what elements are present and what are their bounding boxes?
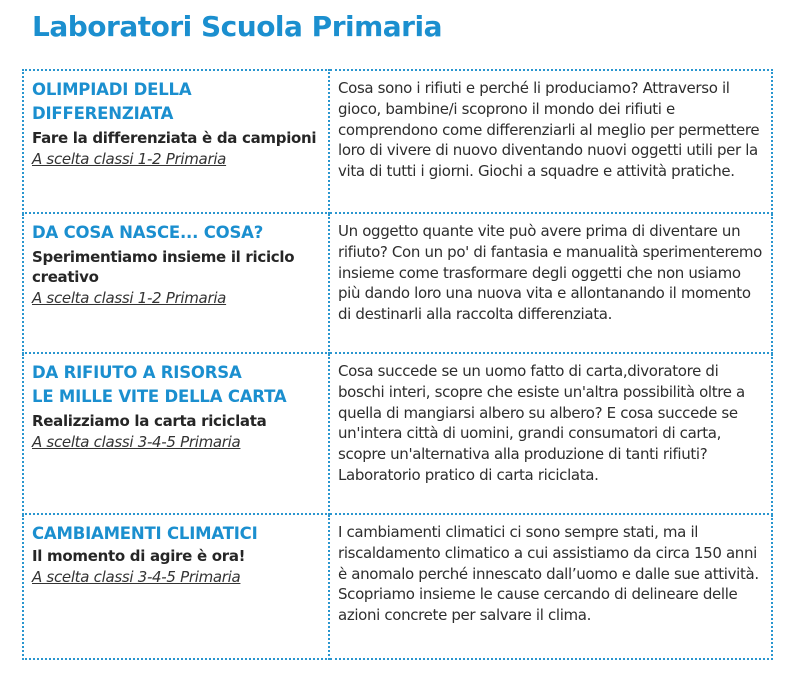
lab-title: OLIMPIADI DELLA (32, 80, 192, 99)
lab-info-cell (23, 353, 329, 514)
lab-title: CAMBIAMENTI CLIMATICI (32, 524, 258, 543)
table-row (23, 514, 772, 659)
page-title: Laboratori Scuola Primaria (32, 10, 442, 43)
lab-classes: A scelta classi 3-4-5 Primaria (32, 568, 241, 586)
lab-classes: A scelta classi 3-4-5 Primaria (32, 433, 241, 451)
lab-description-cell (329, 514, 772, 659)
lab-description-cell (329, 353, 772, 514)
lab-classes: A scelta classi 1-2 Primaria (32, 289, 227, 307)
lab-title: LE MILLE VITE DELLA CARTA (32, 387, 287, 406)
lab-description-cell (329, 70, 772, 213)
lab-subtitle: Sperimentiamo insieme il riciclo creativo (32, 248, 295, 286)
lab-classes: A scelta classi 1-2 Primaria (32, 150, 227, 168)
laboratories-table (22, 69, 773, 660)
lab-subtitle: Il momento di agire è ora! (32, 547, 246, 565)
lab-title: DA COSA NASCE... COSA? (32, 223, 264, 242)
lab-info-cell (23, 213, 329, 353)
lab-subtitle: Fare la differenziata è da campioni (32, 129, 317, 147)
lab-description: Un oggetto quante vite può avere prima di diventare un rifiuto? Con un po' di fantasia e manualità sperimenteremo insieme come trasformare degli oggetti che non usiamo più dando loro una nuova vita e allontanando il momento di destinarli alla raccolta differenziata. (338, 222, 762, 324)
lab-info-cell (23, 514, 329, 659)
table-row (23, 70, 772, 213)
lab-title: DA RIFIUTO A RISORSA (32, 363, 242, 382)
lab-subtitle: Realizziamo la carta riciclata (32, 412, 267, 430)
lab-description-cell (329, 213, 772, 353)
lab-info-cell (23, 70, 329, 213)
lab-title: DIFFERENZIATA (32, 104, 174, 123)
lab-description: Cosa succede se un uomo fatto di carta,divoratore di boschi interi, scopre che esiste un'altra possibilità oltre a quella di mangiarsi albero su albero? E cosa succede se un'intera città di uomini, grandi consumatori di carta, scopre un'alternativa alla produzione di tanti rifiuti? Laboratorio pratico di carta riciclata. (338, 362, 745, 484)
table-row (23, 353, 772, 514)
lab-description: Cosa sono i rifiuti e perché li produciamo? Attraverso il gioco, bambine/i scoprono il mondo dei rifiuti e comprendono come differenziarli al meglio per permettere loro di vivere di nuovo diventando nuovi oggetti utili per la vita di tutti i giorni. Giochi a squadre e attività pratiche. (338, 79, 760, 181)
table-row (23, 213, 772, 353)
lab-description: I cambiamenti climatici ci sono sempre stati, ma il riscaldamento climatico a cui assistiamo da circa 150 anni è anomalo perché innescato dall’uomo e dalle sue attività. Scopriamo insieme le cause cercando di delineare delle azioni concrete per salvare il clima. (338, 523, 759, 625)
